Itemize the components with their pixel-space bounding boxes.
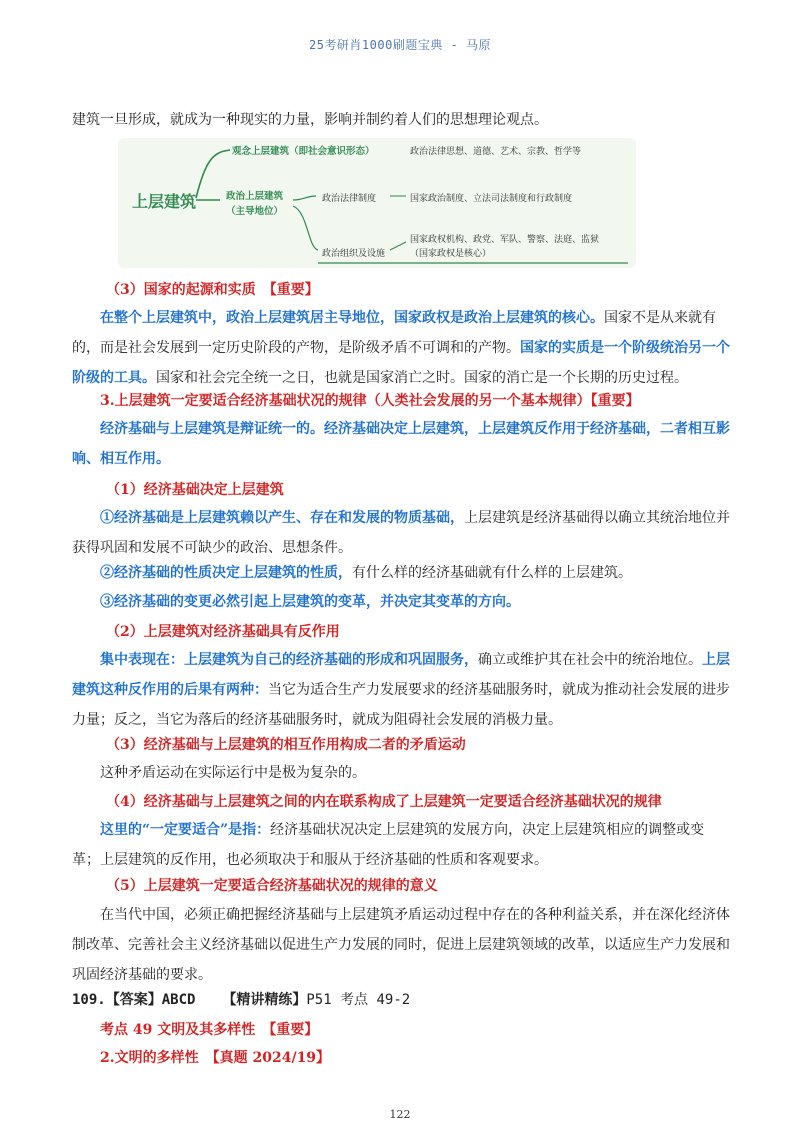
ideology-content: 政治法律思想、道德、艺术、宗教、哲学等 bbox=[410, 147, 582, 157]
emphasis-text: 集中表现在：上层建筑为自己的经济基础的形成和巩固服务， bbox=[100, 652, 478, 668]
list-item bbox=[100, 563, 632, 583]
body-text: 这种矛盾运动在实际运行中是极为复杂的。 bbox=[100, 765, 366, 781]
detail-label: 【精讲精练】 bbox=[222, 992, 307, 1008]
body-text: 经济基础状况决定上层建筑的发展方向，决定上层建筑相应的调整或变革；上层建筑的反作用，也必须取决于和服从于经济基础的性质和客观要求。 bbox=[72, 822, 705, 868]
paragraph: 经济基础与上层建筑是辩证统一的。经济基础决定上层建筑，上层建筑反作用于经济基础，二者相互影响、相互作用。 bbox=[72, 421, 730, 467]
body-text: 国家和社会完全统一之日，也就是国家消亡之时。国家的消亡是一个长期的历史过程。 bbox=[156, 370, 688, 386]
body-text: 确立或维护其在社会中的统治地位。 bbox=[478, 652, 702, 668]
emphasis-text: ②经济基础的性质决定上层建筑的性质， bbox=[100, 565, 352, 581]
section-heading: （3）国家的起源和实质 【重要】 bbox=[106, 282, 319, 298]
list-item: ③经济基础的变更必然引起上层建筑的变革，并决定其变革的方向。 bbox=[100, 594, 520, 610]
emphasis-text: 在整个上层建筑中，政治上层建筑居主导地位，国家政权是政治上层建筑的核心。 bbox=[100, 310, 604, 326]
body-text: 当它为适合生产力发展要求的经济基础服务时，就成为推动社会发展的进步力量；反之，当它为落后的经济基础服务时，就成为阻碍社会发展的消极力量。 bbox=[72, 682, 730, 728]
political-node: 政治上层建筑 bbox=[226, 191, 284, 202]
body-text: 上层建筑是经济基础得以确立其统治地位并获得巩固和发展不可缺少的政治、思想条件。 bbox=[72, 510, 730, 556]
subsection-heading: （3）经济基础与上层建筑的相互作用构成二者的矛盾运动 bbox=[106, 737, 466, 753]
organizations-content: 国家政权机构、政党、军队、警察、法庭、监狱 bbox=[410, 235, 600, 245]
answer-label: 【答案】 bbox=[105, 992, 162, 1008]
law-system-node: 政治法律制度 bbox=[322, 194, 377, 204]
paragraph bbox=[72, 503, 732, 563]
answer-value: ABCD bbox=[161, 992, 196, 1008]
political-node-note: （主导地位） bbox=[226, 206, 284, 217]
paragraph: 在当代中国，必须正确把握经济基础与上层建筑矛盾运动过程中存在的各种利益关系，并在深化经济体制改革、完善社会主义经济基础以促进生产力发展的同时，促进上层建筑领域的改革，以适应生产力发展和巩固经济基础的要求。 bbox=[72, 907, 730, 983]
question-number: 109. bbox=[72, 992, 106, 1008]
emphasis-text: 国家的实质是一个阶级统治另一个阶级的工具。 bbox=[72, 340, 730, 386]
paragraph bbox=[72, 645, 732, 735]
running-header: 25考研肖1000刷题宝典 - 马原 bbox=[308, 38, 492, 52]
ideology-node: 观念上层建筑（即社会意识形态） bbox=[232, 146, 375, 157]
organizations-node: 政治组织及设施 bbox=[322, 249, 386, 259]
subsection-heading: （2）上层建筑对经济基础具有反作用 bbox=[106, 624, 340, 640]
answer-line bbox=[72, 990, 410, 1010]
emphasis-text: 上层建筑这种反作用的后果有两种： bbox=[72, 652, 730, 698]
superstructure-mindmap bbox=[118, 138, 636, 268]
emphasis-text: ①经济基础是上层建筑赖以产生、存在和发展的物质基础， bbox=[100, 510, 464, 526]
emphasis-text: 这里的“一定要适合”是指： bbox=[100, 822, 271, 838]
paragraph bbox=[72, 303, 732, 393]
detail-value: P51 考点 49-2 bbox=[306, 992, 411, 1008]
page-number: 122 bbox=[389, 1108, 411, 1121]
subsection-heading: （5）上层建筑一定要适合经济基础状况的规律的意义 bbox=[106, 878, 438, 894]
organizations-note: （国家政权是核心） bbox=[410, 249, 492, 259]
body-text: 有什么样的经济基础就有什么样的上层建筑。 bbox=[352, 565, 632, 581]
mindmap-root: 上层建筑 bbox=[132, 192, 197, 211]
kp-heading: 考点 49 文明及其多样性 【重要】 bbox=[100, 1022, 319, 1038]
section-heading: 3.上层建筑一定要适合经济基础状况的规律（人类社会发展的另一个基本规律）【重要】 bbox=[100, 393, 640, 409]
law-system-content: 国家政治制度、立法司法制度和行政制度 bbox=[410, 194, 573, 204]
paragraph bbox=[72, 815, 732, 875]
body-text: 国家不是从来就有的，而是社会发展到一定历史阶段的产物，是阶级矛盾不可调和的产物。 bbox=[72, 310, 716, 356]
subsection-heading: （1）经济基础决定上层建筑 bbox=[106, 482, 284, 498]
kp-subheading: 2.文明的多样性 【真题 2024/19】 bbox=[100, 1050, 331, 1066]
intro-line: 建筑一旦形成，就成为一种现实的力量，影响并制约着人们的思想理论观点。 bbox=[72, 112, 548, 128]
subsection-heading: （4）经济基础与上层建筑之间的内在联系构成了上层建筑一定要适合经济基础状况的规律 bbox=[106, 794, 662, 810]
